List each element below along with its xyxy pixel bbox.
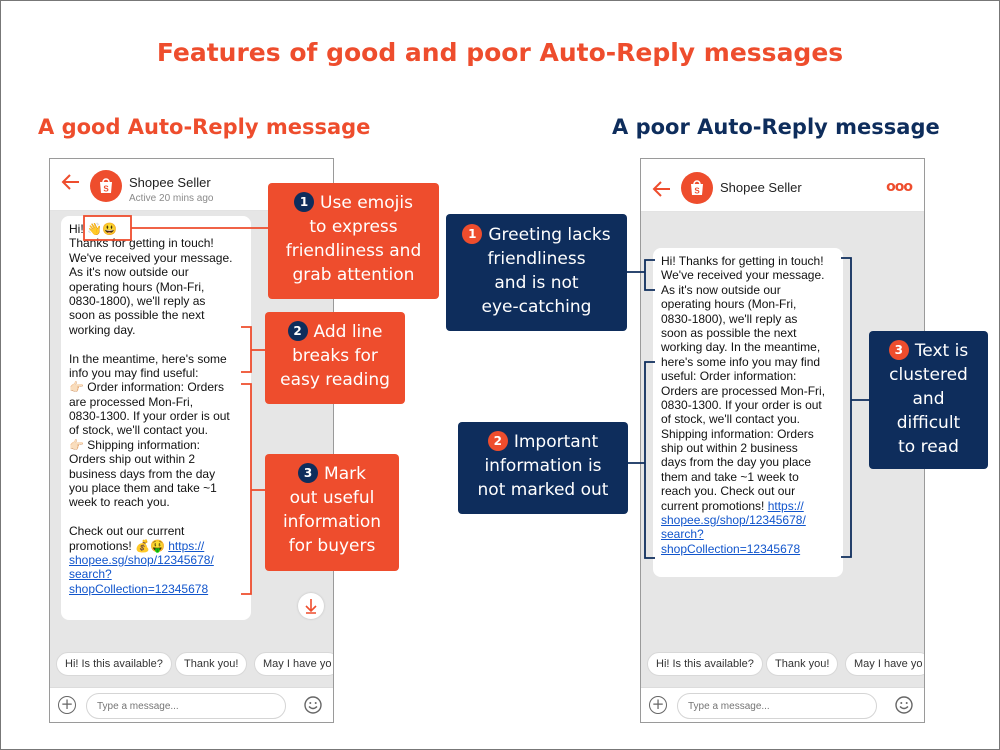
promo-link[interactable]: https:// bbox=[168, 538, 205, 553]
message-line: Shipping information: Orders bbox=[661, 426, 814, 441]
message-line: 👉🏻 Shipping information: bbox=[69, 437, 201, 452]
message-line: Orders are processed Mon-Fri, bbox=[661, 383, 826, 398]
emoji-icon[interactable] bbox=[303, 695, 323, 715]
callout-use-emojis: 1 Use emojis to express friendliness and grab attention bbox=[268, 183, 439, 299]
scroll-down-button[interactable] bbox=[298, 593, 324, 619]
message-line: We've received your message. bbox=[69, 250, 233, 265]
message-line: info you may find useful: bbox=[69, 365, 199, 380]
message-line: Orders ship out within 2 bbox=[69, 452, 196, 467]
message-line: 0830-1800), we'll reply as bbox=[661, 311, 798, 326]
message-text: promotions! 💰🤑 bbox=[69, 538, 169, 553]
message-line: reach you. Check out our bbox=[661, 484, 796, 499]
shopping-bag-icon bbox=[681, 172, 713, 204]
message-line: operating hours (Mon-Fri, bbox=[69, 279, 205, 294]
quick-reply-thanks[interactable]: Thank you! bbox=[175, 652, 247, 676]
message-line: of stock, we'll contact you. bbox=[661, 412, 801, 427]
message-line bbox=[69, 539, 243, 553]
message-line: working day. bbox=[69, 322, 136, 337]
message-input[interactable] bbox=[86, 693, 286, 719]
back-arrow-icon[interactable] bbox=[60, 171, 82, 193]
message-line bbox=[69, 510, 243, 524]
message-line: of stock, we'll contact you. bbox=[69, 423, 209, 438]
auto-reply-bubble bbox=[61, 216, 251, 620]
message-line: here's some info you may find bbox=[661, 354, 821, 369]
back-arrow-icon[interactable] bbox=[651, 178, 673, 200]
more-options-icon[interactable]: ooo bbox=[886, 179, 912, 195]
message-line: Hi! Thanks for getting in touch! bbox=[661, 254, 824, 268]
promo-link[interactable]: shopCollection=12345678 bbox=[661, 541, 801, 556]
shopping-bag-icon bbox=[90, 170, 122, 202]
message-line: useful: Order information: bbox=[661, 369, 797, 384]
message-line: operating hours (Mon-Fri, bbox=[661, 297, 797, 312]
message-line: Hi! 👋😃 bbox=[69, 222, 117, 236]
message-line: are processed Mon-Fri, bbox=[69, 394, 194, 409]
callout-line-breaks: 2 Add line breaks for easy reading bbox=[265, 312, 405, 404]
page-title: Features of good and poor Auto-Reply messages bbox=[156, 38, 844, 67]
message-line: Thanks for getting in touch! bbox=[69, 236, 214, 251]
callout-mark-info: 3 Mark out useful information for buyers bbox=[265, 454, 399, 571]
message-line: In the meantime, here's some bbox=[69, 351, 227, 366]
shop-logo[interactable] bbox=[681, 172, 713, 204]
quick-reply-thanks[interactable]: Thank you! bbox=[766, 652, 838, 676]
promo-link[interactable]: shopee.sg/shop/12345678/ bbox=[661, 513, 806, 528]
emoji-icon[interactable] bbox=[894, 695, 914, 715]
svg-text:S: S bbox=[103, 184, 109, 194]
message-line: soon as possible the next bbox=[661, 325, 797, 340]
message-line: 👉🏻 Order information: Orders bbox=[69, 380, 224, 395]
shop-status: Active 20 mins ago bbox=[129, 193, 214, 204]
quick-replies bbox=[641, 652, 924, 678]
good-heading: A good Auto-Reply message bbox=[38, 115, 371, 139]
message-line: As it's now outside our bbox=[661, 282, 781, 297]
message-line: 0830-1800), we'll reply as bbox=[69, 293, 206, 308]
message-line: business days from the day bbox=[69, 466, 216, 481]
quick-reply-available[interactable]: Hi! Is this available? bbox=[647, 652, 763, 676]
promo-link[interactable]: search? bbox=[661, 527, 704, 542]
shop-name: Shopee Seller bbox=[129, 175, 211, 190]
quick-replies bbox=[50, 652, 333, 678]
compose-bar bbox=[50, 687, 333, 723]
promo-link[interactable]: search? bbox=[69, 567, 112, 582]
message-line: As it's now outside our bbox=[69, 265, 189, 280]
message-text: current promotions! bbox=[661, 498, 768, 513]
message-line bbox=[661, 499, 835, 513]
promo-link[interactable]: shopCollection=12345678 bbox=[69, 581, 209, 596]
add-icon[interactable]: + bbox=[649, 696, 667, 714]
message-line: Check out our current bbox=[69, 524, 185, 539]
message-line: you place them and take ~1 bbox=[69, 481, 217, 496]
shop-logo[interactable] bbox=[90, 170, 122, 202]
message-input[interactable] bbox=[677, 693, 877, 719]
poor-heading: A poor Auto-Reply message bbox=[612, 115, 940, 139]
callout-clustered: 3 Text is clustered and difficult to read bbox=[869, 331, 988, 469]
callout-not-marked: 2 Important information is not marked out bbox=[458, 422, 628, 514]
message-line: We've received your message. bbox=[661, 268, 825, 283]
message-line: working day. In the meantime, bbox=[661, 340, 821, 355]
chat-header bbox=[641, 159, 924, 212]
message-line: week to reach you. bbox=[69, 495, 170, 510]
callout-greeting: 1 Greeting lacks friendliness and is not eye-catching bbox=[446, 214, 627, 331]
promo-link[interactable]: https:// bbox=[767, 498, 804, 513]
promo-link[interactable]: shopee.sg/shop/12345678/ bbox=[69, 552, 214, 567]
message-line: ship out within 2 business bbox=[661, 441, 798, 456]
shop-name: Shopee Seller bbox=[720, 180, 802, 195]
add-icon[interactable]: + bbox=[58, 696, 76, 714]
message-line: soon as possible the next bbox=[69, 308, 205, 323]
message-line bbox=[69, 337, 243, 351]
compose-bar bbox=[641, 687, 924, 723]
arrow-down-icon bbox=[298, 593, 324, 619]
auto-reply-bubble bbox=[653, 248, 843, 577]
message-line: 0830-1300. If your order is out bbox=[661, 397, 822, 412]
message-line: them and take ~1 week to bbox=[661, 469, 799, 484]
svg-text:S: S bbox=[694, 186, 700, 196]
message-line: 0830-1300. If your order is out bbox=[69, 409, 230, 424]
quick-reply-may-i[interactable]: May I have yo bbox=[845, 652, 925, 676]
message-line: days from the day you place bbox=[661, 455, 812, 470]
quick-reply-available[interactable]: Hi! Is this available? bbox=[56, 652, 172, 676]
quick-reply-may-i[interactable]: May I have yo bbox=[254, 652, 334, 676]
